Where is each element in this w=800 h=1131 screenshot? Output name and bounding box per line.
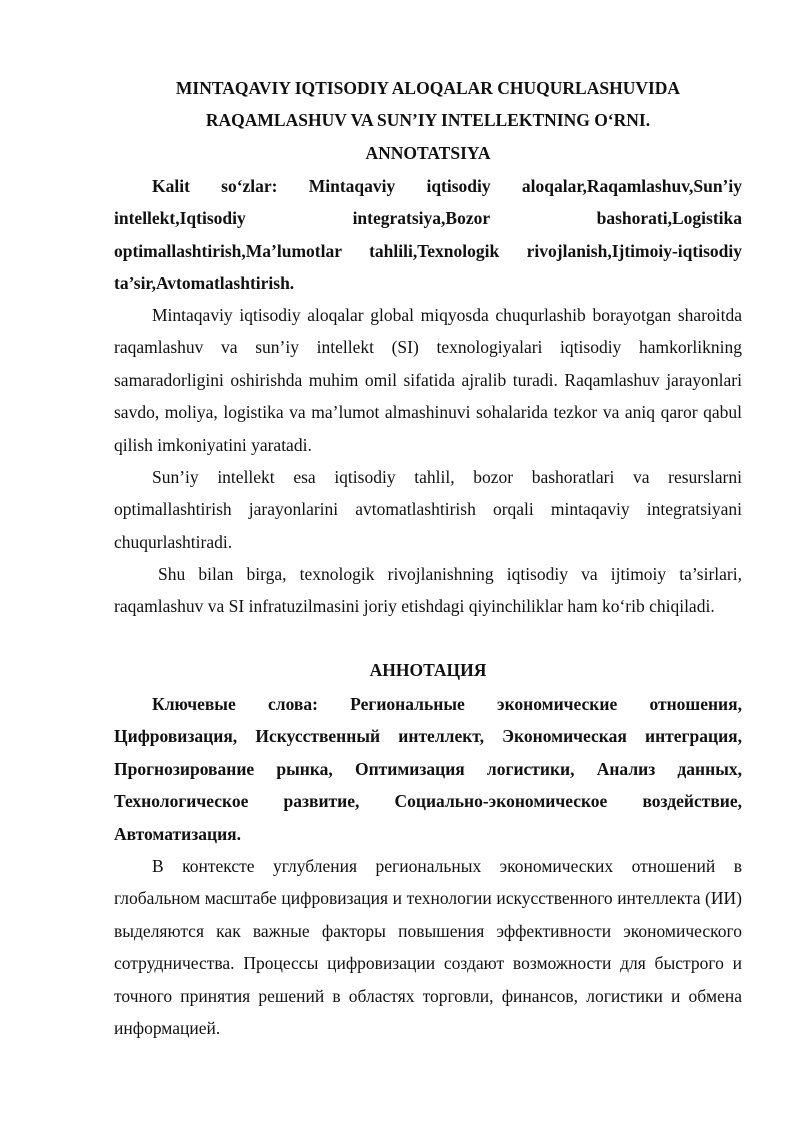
uz-paragraph-1: Mintaqaviy iqtisodiy aloqalar global miqyosda chuqurlashib borayotgan sharoitda raqamlashuv va sun’iy intellekt (SI) texnologiyalari iqtisodiy hamkorlikning samaradorligini oshirishda muhim omil sifatida ajralib turadi. Raqamlashuv jarayonlari savdo, moliya, logistika va ma’lumot almashinuvi sohalarida tezkor va aniq qaror qabul qilish imkoniyatini yaratadi. bbox=[114, 305, 742, 455]
uz-paragraph-3: Shu bilan birga, texnologik rivojlanishning iqtisodiy va ijtimoiy ta’sirlari, raqamlashuv va SI infratuzilmasini joriy etishdagi qiyinchiliklar ham ko‘rib chiqiladi. bbox=[114, 564, 742, 617]
ru-paragraph-1: В контексте углубления региональных экономических отношений в глобальном масштабе цифровизация и технологии искусственного интеллекта (ИИ) выделяются как важные факторы повышения эффективности экономического сотрудничества. Процессы цифровизации создают возможности для быстрого и точного принятия решений в областях торговли, финансов, логистики и обмена информацией. bbox=[114, 856, 742, 1039]
uz-paragraph-2: Sun’iy intellekt esa iqtisodiy tahlil, bozor bashoratlari va resurslarni optimallashtirish jarayonlarini avtomatlashtirish orqali mintaqaviy integratsiyani chuqurlashtiradi. bbox=[114, 467, 742, 552]
uz-keywords: Kalit so‘zlar: Mintaqaviy iqtisodiy aloqalar,Raqamlashuv,Sun’iy intellekt,Iqtisodiy integratsiya,Bozor bashorati,Logistika optimallashtirish,Ma’lumotlar tahlili,Texnologik rivojlanish,Ijtimoiy-iqtisodiy ta’sir,Avtomatlashtirish. bbox=[114, 176, 742, 294]
uz-annotation-heading: ANNOTATSIYA bbox=[365, 143, 491, 163]
ru-keywords: Ключевые слова: Региональные экономические отношения, Цифровизация, Искусственный интеллект, Экономическая интеграция, Прогнозирование рынка, Оптимизация логистики, Анализ данных, Технологическое развитие, Социально-экономическое воздействие, Автоматизация. bbox=[114, 694, 742, 844]
title-line-2: RAQAMLASHUV VA SUN’IY INTELLEKTNING O‘RNI. bbox=[205, 110, 651, 130]
ru-annotation-heading: АННОТАЦИЯ bbox=[369, 660, 487, 680]
title-line-1: MINTAQAVIY IQTISODIY ALOQALAR CHUQURLASHUVIDA bbox=[175, 78, 681, 98]
